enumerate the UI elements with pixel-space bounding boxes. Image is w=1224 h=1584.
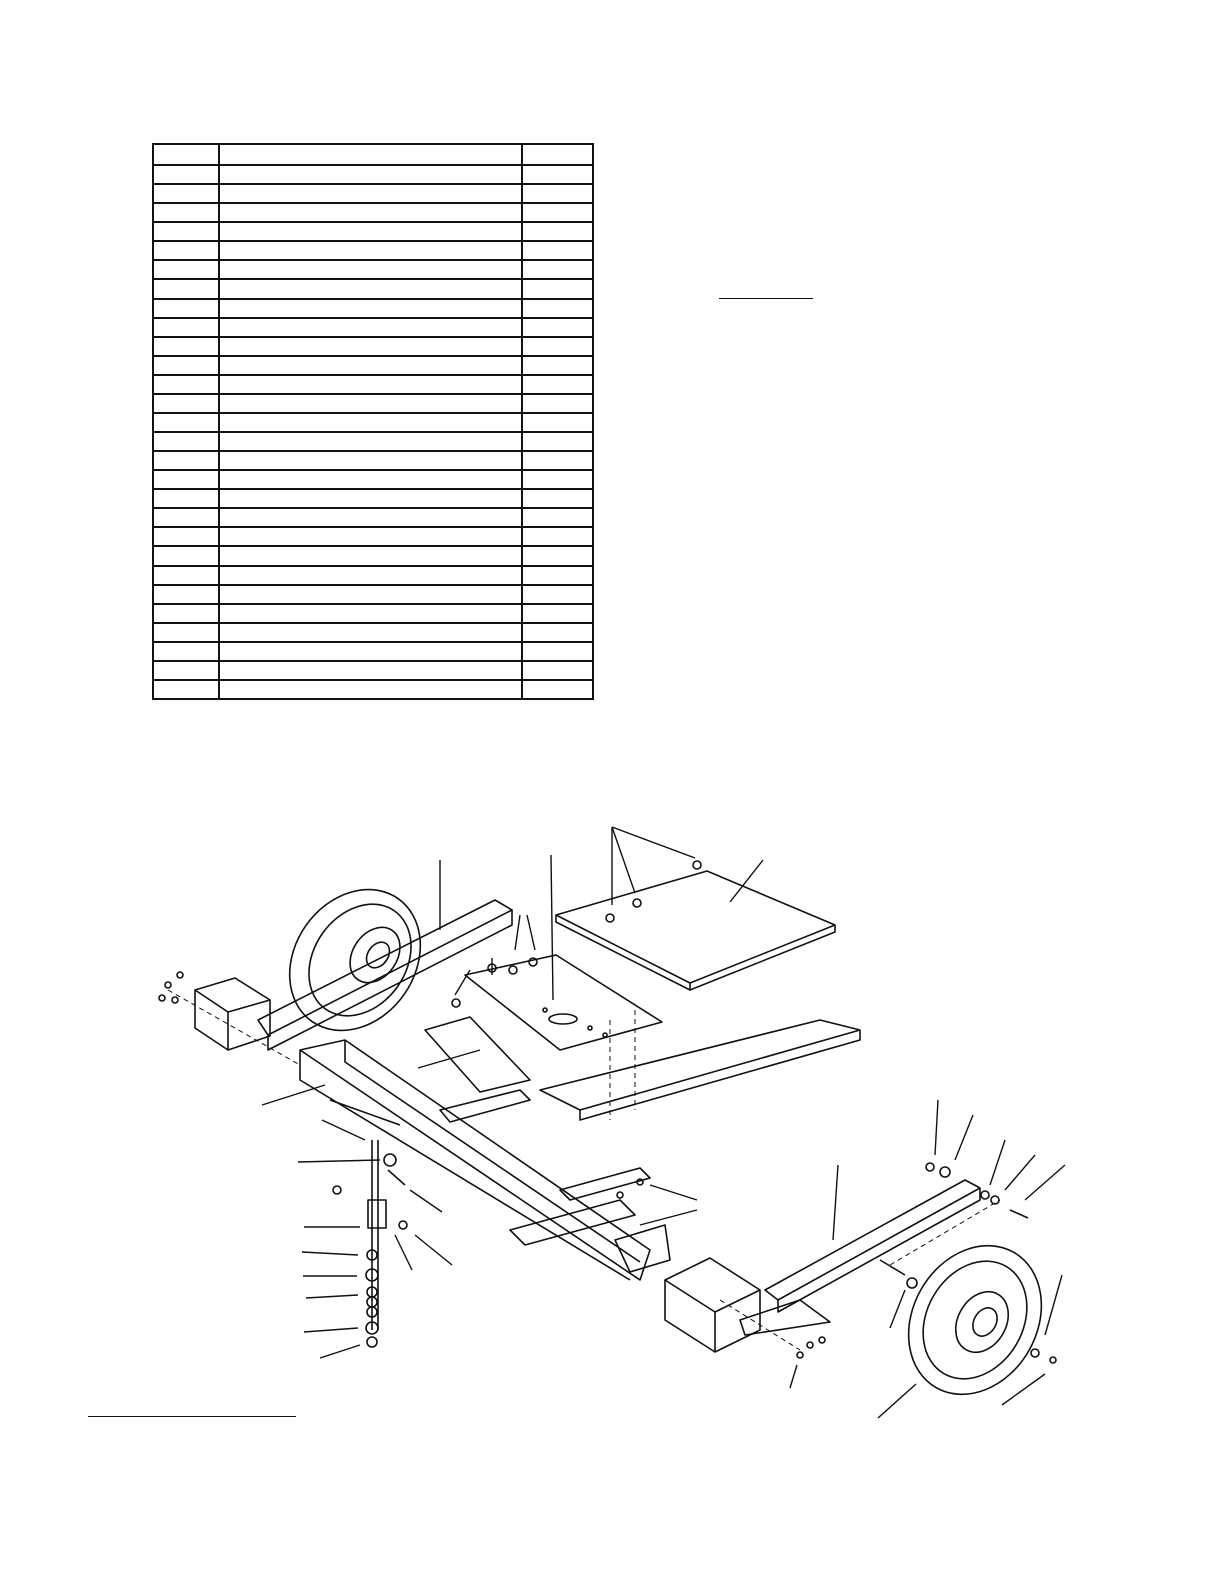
- cross-member: [510, 1200, 635, 1245]
- mounting-plate: [465, 955, 662, 1050]
- axle-stub: [880, 1260, 905, 1275]
- deck-plate: [556, 871, 835, 990]
- rear-frame-rail: [540, 1020, 860, 1120]
- upper-axle-beam: [258, 900, 512, 1050]
- callout-leaders: [262, 827, 1065, 1418]
- shield-plate: [425, 1017, 530, 1092]
- upper-left-wheel: [263, 864, 447, 1056]
- cross-member: [440, 1090, 530, 1122]
- left-hitch-bracket: [195, 978, 270, 1050]
- cross-member: [560, 1168, 650, 1200]
- lower-axle-beam: [765, 1180, 980, 1312]
- right-hitch-bracket: [665, 1258, 830, 1352]
